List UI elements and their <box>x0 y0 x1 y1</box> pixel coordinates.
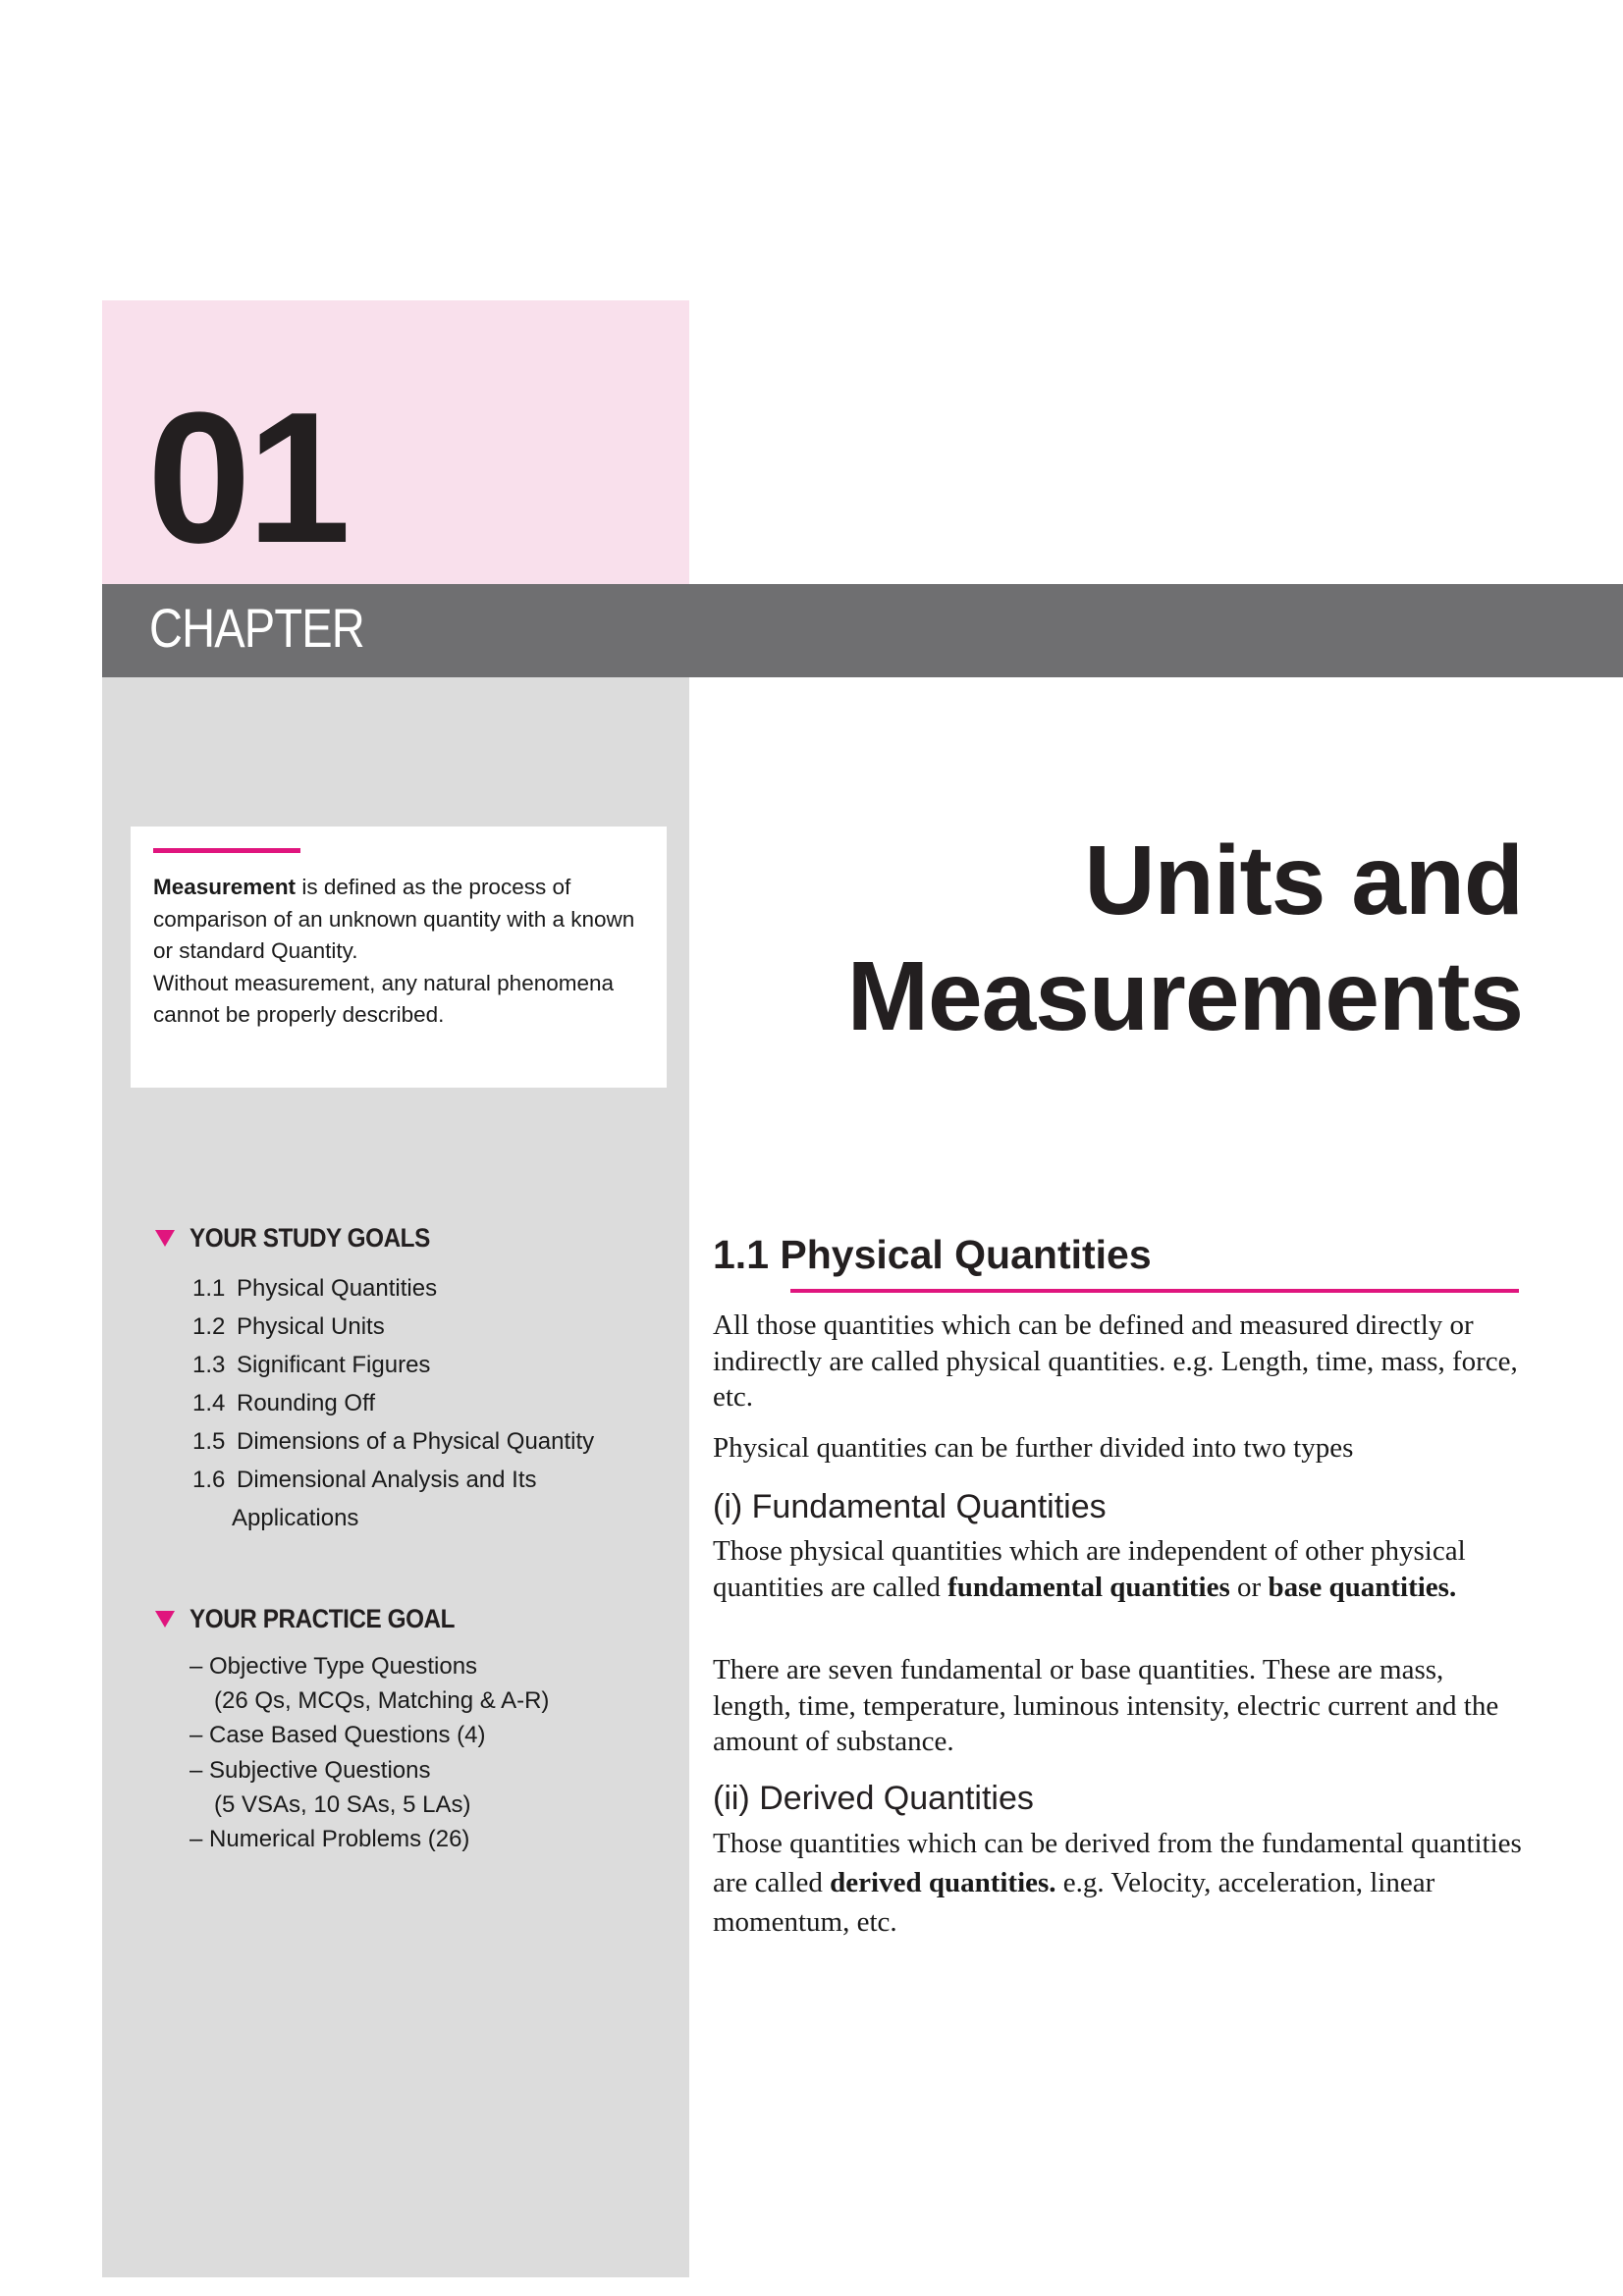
definition-box <box>131 827 667 1088</box>
chapter-title-line: Units and <box>1084 826 1523 935</box>
study-goal-number: 1.5 <box>192 1428 226 1455</box>
study-goal-item <box>192 1392 375 1415</box>
definition-body: is defined as the process of comparison of an unknown quantity with a known or standard Quantity. <box>153 875 635 963</box>
study-goal-item <box>192 1277 437 1301</box>
study-goal-item <box>192 1315 385 1339</box>
study-goals-triangle-icon <box>155 1230 175 1247</box>
study-goal-label: Significant Figures <box>237 1352 431 1378</box>
study-goal-item <box>192 1354 430 1377</box>
bold-term: derived quantities. <box>830 1867 1056 1898</box>
study-goal-label: Physical Quantities <box>237 1275 438 1302</box>
bold-term: fundamental quantities <box>947 1571 1230 1603</box>
paragraph-text: Those physical quantities which are independent of other physical quantities are called <box>713 1535 1466 1603</box>
fundamental-heading: (i) Fundamental Quantities <box>713 1488 1107 1525</box>
study-goal-number: 1.6 <box>192 1467 226 1493</box>
study-goal-number: 1.4 <box>192 1390 226 1416</box>
derived-heading: (ii) Derived Quantities <box>713 1780 1034 1817</box>
study-goals-heading: YOUR STUDY GOALS <box>189 1223 430 1253</box>
study-goal-number: 1.1 <box>192 1275 226 1302</box>
fundamental-list-paragraph: There are seven fundamental or base quantities. These are mass, length, time, temperature, luminous intensity, electric current and the amount of substance. <box>713 1654 1499 1757</box>
definition-text <box>153 872 644 1032</box>
practice-goal-line: – Numerical Problems (26) <box>189 1826 470 1852</box>
practice-goal-line: (26 Qs, MCQs, Matching & A-R) <box>214 1687 550 1714</box>
study-goal-number: 1.3 <box>192 1352 226 1378</box>
section-heading-rule <box>790 1289 1519 1293</box>
types-line: Physical quantities can be further divided into two types <box>713 1432 1354 1464</box>
study-goal-label: Physical Units <box>237 1313 385 1340</box>
study-goal-number: 1.2 <box>192 1313 226 1340</box>
practice-goal-triangle-icon <box>155 1611 175 1628</box>
study-goal-label: Rounding Off <box>237 1390 375 1416</box>
chapter-number: 01 <box>147 374 348 582</box>
study-goal-item <box>192 1468 536 1492</box>
practice-goal-line: (5 VSAs, 10 SAs, 5 LAs) <box>214 1791 471 1818</box>
study-goal-label: Dimensional Analysis and Its <box>237 1467 537 1493</box>
practice-goal-heading: YOUR PRACTICE GOAL <box>189 1604 456 1633</box>
section-heading: 1.1 Physical Quantities <box>713 1232 1152 1277</box>
derived-paragraph <box>713 1824 1528 1942</box>
practice-goal-line: – Case Based Questions (4) <box>189 1722 486 1748</box>
definition-note: Without measurement, any natural phenomena cannot be properly described. <box>153 970 615 1027</box>
study-goal-label: Dimensions of a Physical Quantity <box>237 1428 595 1455</box>
section-intro: All those quantities which can be defined and measured directly or indirectly are called physical quantities. e.g. Length, time, mass, force, etc. <box>713 1309 1518 1413</box>
study-goal-item <box>192 1430 594 1454</box>
bold-term: base quantities. <box>1268 1571 1457 1603</box>
chapter-title-line: Measurements <box>846 941 1523 1051</box>
practice-goal-line: – Subjective Questions <box>189 1757 431 1784</box>
chapter-label: CHAPTER <box>149 597 364 659</box>
paragraph-text: e.g. Velocity, acceleration, linear momentum, etc. <box>713 1867 1435 1938</box>
study-goal-item-continuation: Applications <box>232 1505 359 1531</box>
practice-goal-line: – Objective Type Questions <box>189 1653 478 1680</box>
definition-term: Measurement <box>153 875 297 899</box>
paragraph-text: Those quantities which can be derived from the fundamental quantities are called <box>713 1828 1522 1898</box>
fundamental-paragraph <box>713 1533 1528 1605</box>
chapter-title <box>639 823 1523 1054</box>
definition-accent-rule <box>153 848 300 853</box>
paragraph-text: or <box>1229 1571 1269 1603</box>
